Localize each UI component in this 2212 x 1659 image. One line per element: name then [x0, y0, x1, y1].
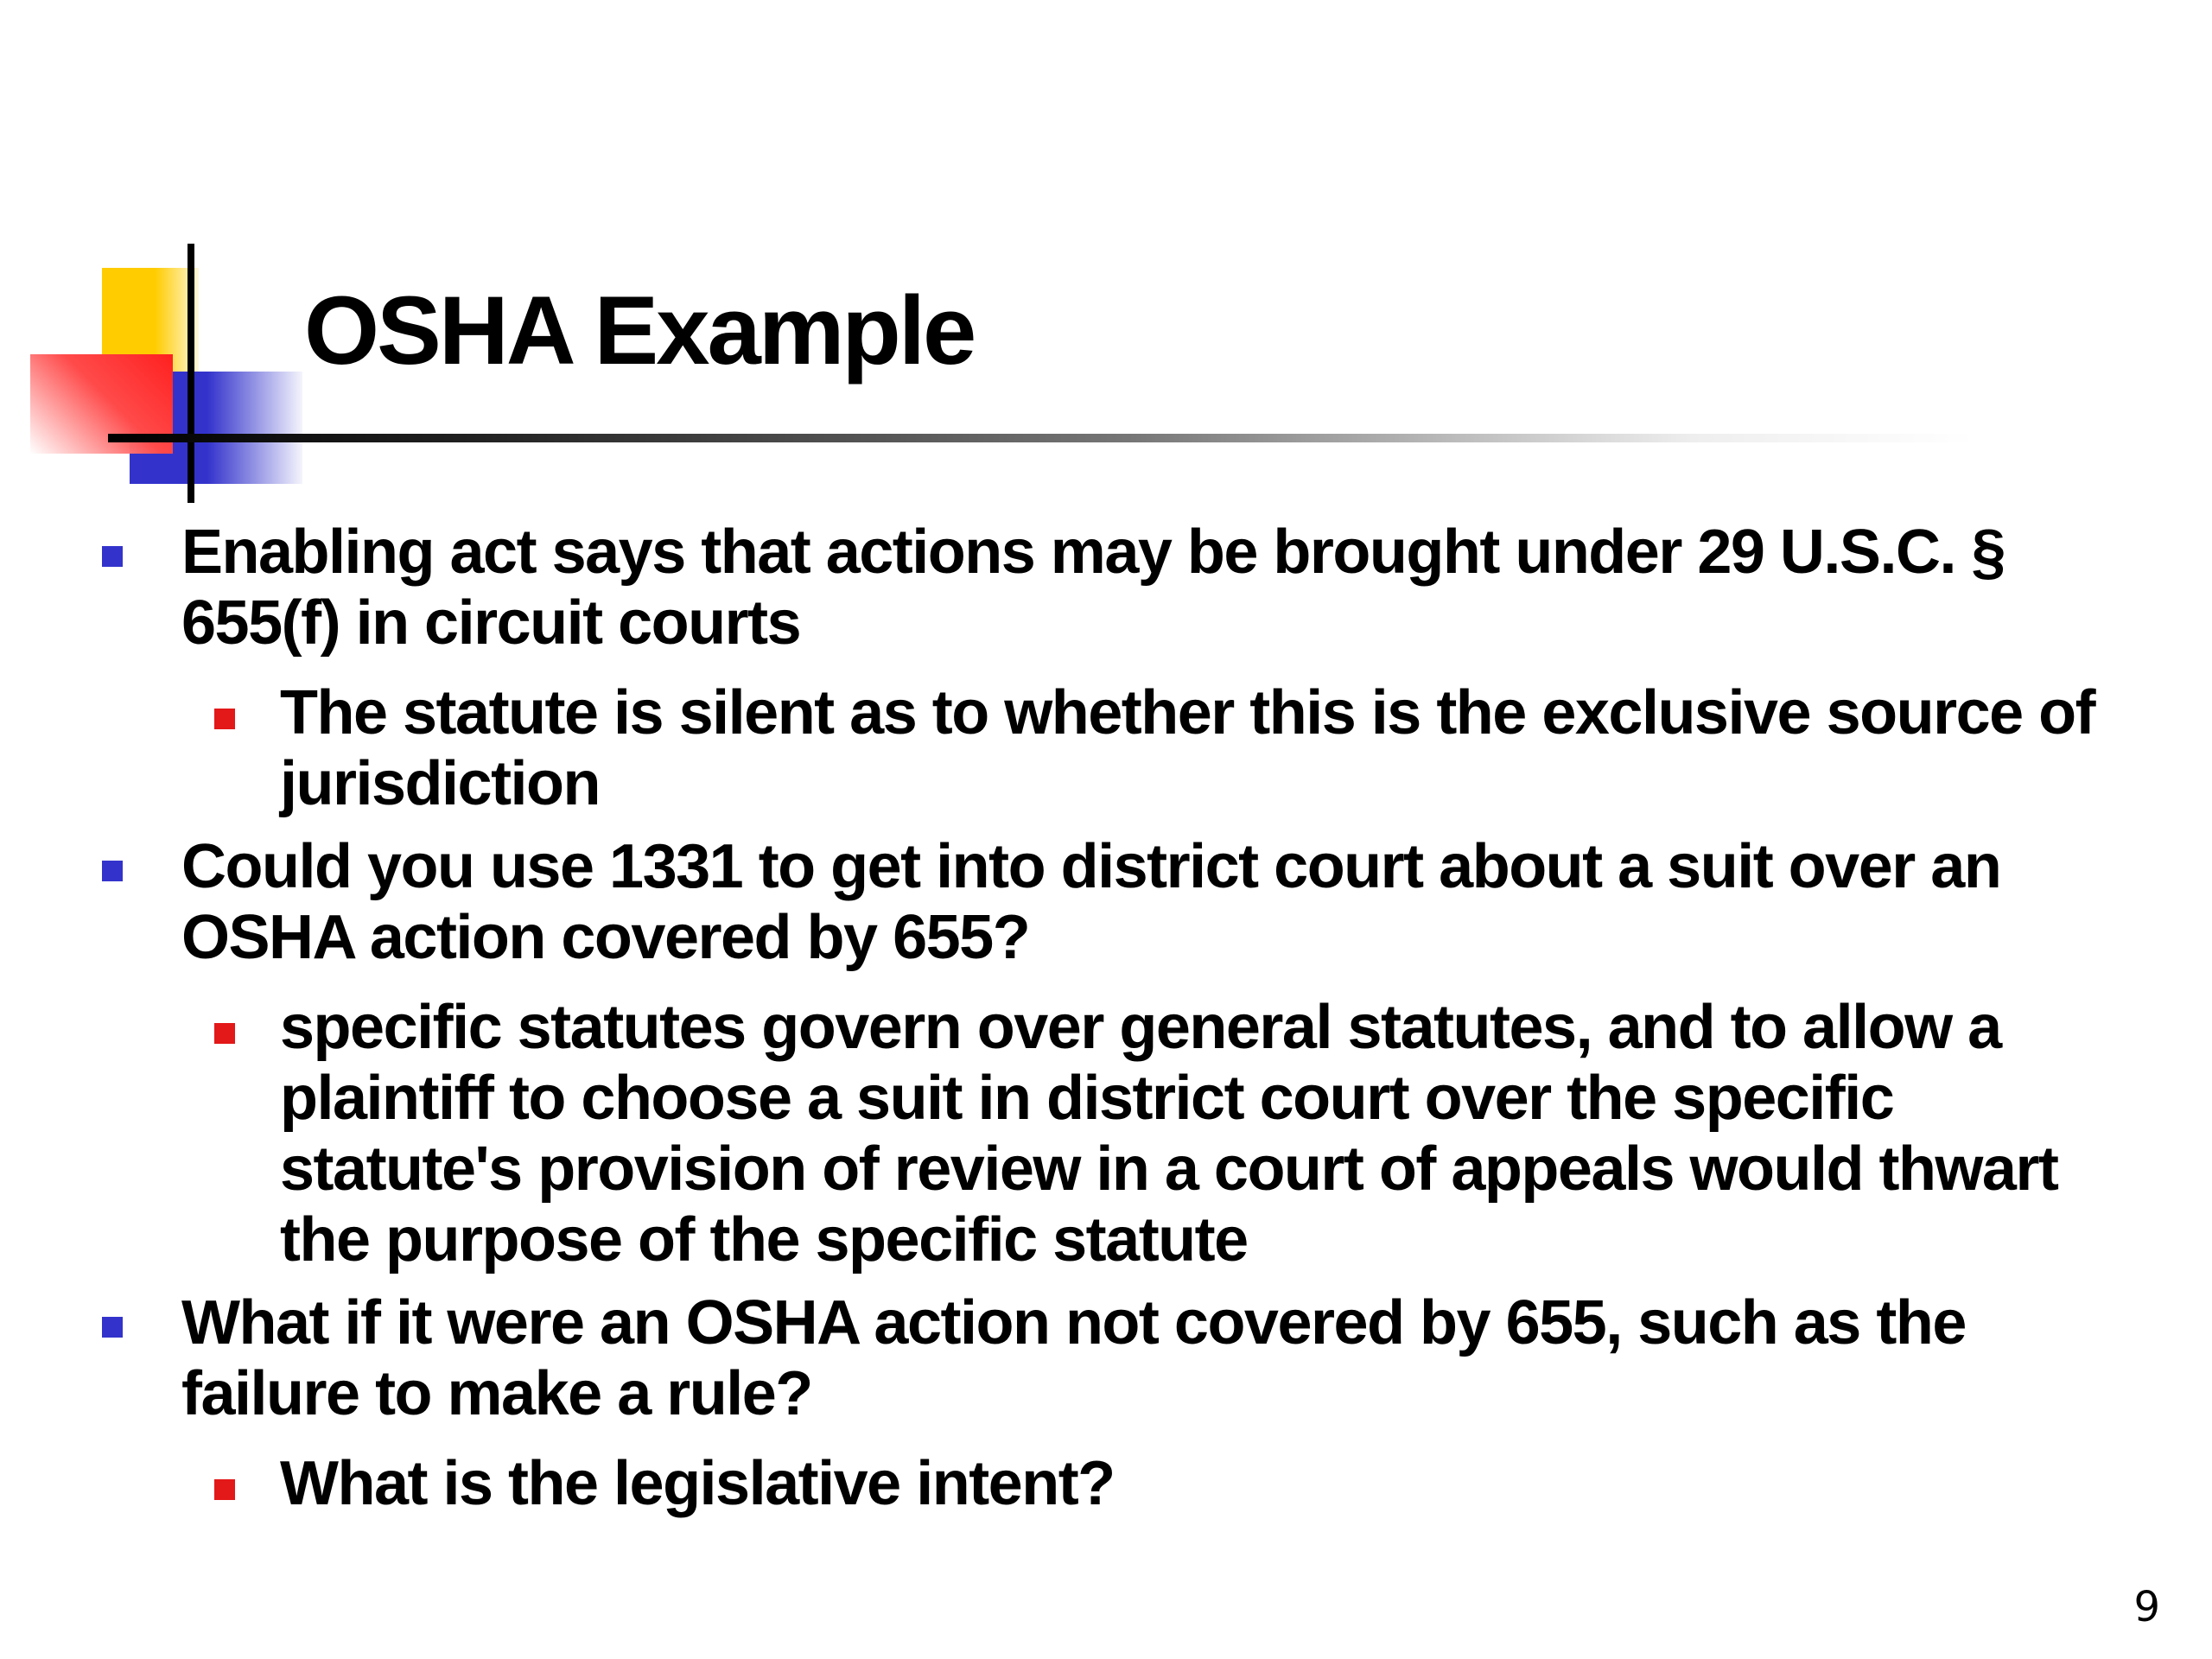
- page-number: 9: [2133, 1583, 2160, 1631]
- bullet-text: The statute is silent as to whether this is the exclusive source of jurisdiction: [280, 678, 2095, 818]
- square-bullet-icon: [214, 1479, 235, 1500]
- bullet-text: What is the legislative intent?: [280, 1449, 1115, 1518]
- bullet-item-level1: [0, 1287, 2117, 1429]
- vertical-rule-decoration: [188, 244, 194, 503]
- square-bullet-icon: [102, 546, 123, 567]
- bullet-item-level2: [0, 992, 2129, 1275]
- bullet-item-level1: [0, 831, 2117, 973]
- slide-title: OSHA Example: [304, 276, 975, 385]
- bullet-text: Enabling act says that actions may be brought under 29 U.S.C. § 655(f) in circuit courts: [181, 518, 2005, 658]
- bullet-item-level1: [0, 517, 2117, 658]
- bullet-item-level2: [0, 677, 2129, 819]
- square-bullet-icon: [214, 1023, 235, 1044]
- bullet-item-level2: [0, 1448, 2129, 1519]
- square-bullet-icon: [214, 709, 235, 729]
- square-bullet-icon: [102, 1317, 123, 1338]
- title-underline-rule: [108, 434, 1974, 442]
- bullet-list: [0, 510, 2212, 1531]
- bullet-text: What if it were an OSHA action not covered by 655, such as the failure to make a rule?: [181, 1288, 1966, 1428]
- bullet-text: Could you use 1331 to get into district court about a suit over an OSHA action covered by 655?: [181, 832, 2001, 972]
- bullet-text: specific statutes govern over general statutes, and to allow a plaintiff to choose a suit in district court over the specific statute's provision of review in a court of appeals would thwart the purpose of the specific statute: [280, 993, 2058, 1274]
- square-bullet-icon: [102, 861, 123, 881]
